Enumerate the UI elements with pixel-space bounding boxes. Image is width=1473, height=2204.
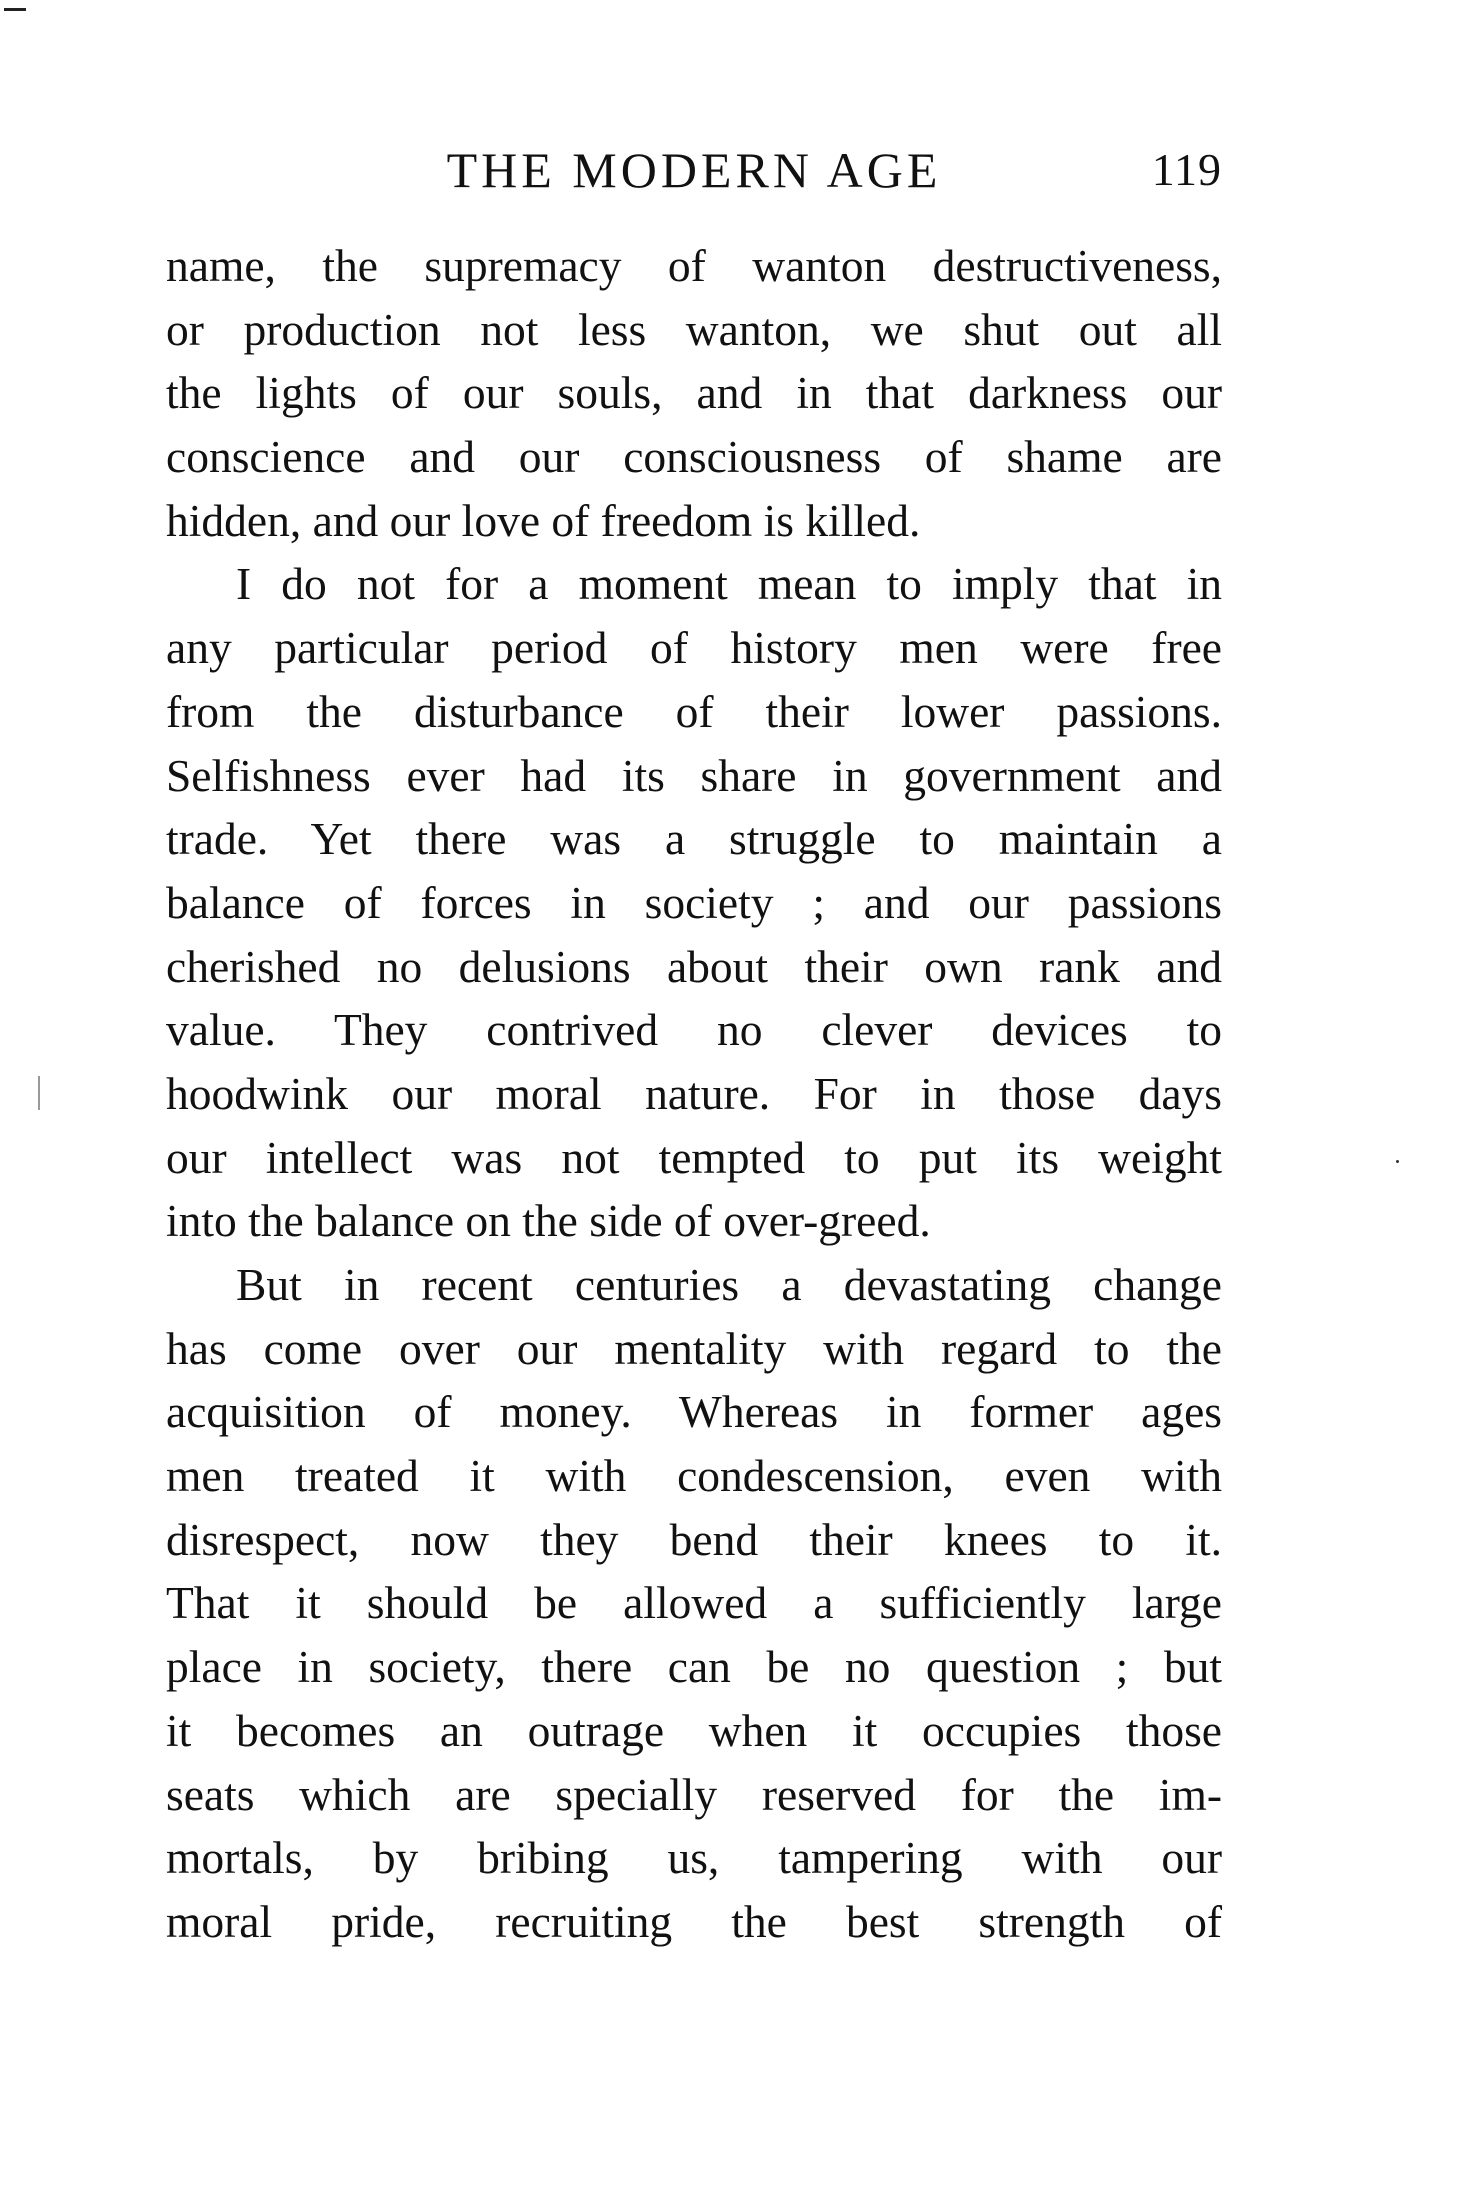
text-line: That it should be allowed a sufficiently large [166, 1577, 1222, 1629]
paragraph [166, 1253, 1222, 1954]
text-line: trade. Yet there was a struggle to maintain a [166, 813, 1222, 865]
text-line: place in society, there can be no question ; but [166, 1641, 1222, 1693]
text-line: any particular period of history men were free [166, 622, 1222, 674]
text-line: cherished no delusions about their own rank and [166, 940, 1222, 992]
text-line: our intellect was not tempted to put its weight [166, 1131, 1222, 1183]
text-line: Selfishness ever had its share in government and [166, 749, 1222, 801]
text-line: from the disturbance of their lower passions. [166, 685, 1222, 737]
text-line: disrespect, now they bend their knees to it. [166, 1513, 1222, 1565]
text-line: has come over our mentality with regard to the [166, 1322, 1222, 1374]
text-line: name, the supremacy of wanton destructiveness, [166, 240, 1222, 291]
page-number: 119 [1151, 144, 1222, 195]
text-line: hidden, and our love of freedom is killed. [166, 494, 921, 546]
text-line: into the balance on the side of over-greed. [166, 1195, 931, 1247]
text-line: But in recent centuries a devastating change [236, 1259, 1222, 1310]
body-text [166, 234, 1222, 1954]
text-line: balance of forces in society ; and our passions [166, 876, 1222, 928]
scan-speck [1396, 1160, 1399, 1163]
text-line: value. They contrived no clever devices to [166, 1004, 1222, 1056]
text-line: moral pride, recruiting the best strength of [166, 1895, 1222, 1947]
running-head [166, 140, 1222, 200]
text-line: acquisition of money. Whereas in former ages [166, 1386, 1222, 1438]
text-line: hoodwink our moral nature. For in those days [166, 1067, 1222, 1119]
paragraph [166, 234, 1222, 552]
scan-corner-mark [4, 8, 26, 11]
text-line: the lights of our souls, and in that darkness our [166, 367, 1222, 419]
text-line: or production not less wanton, we shut out all [166, 303, 1222, 355]
paragraph [166, 552, 1222, 1253]
running-title: THE MODERN AGE [446, 142, 942, 198]
text-line: men treated it with condescension, even with [166, 1450, 1222, 1502]
text-line: mortals, by bribing us, tampering with our [166, 1832, 1222, 1884]
text-line: I do not for a moment mean to imply that in [236, 558, 1222, 610]
text-line: seats which are specially reserved for the im- [166, 1768, 1222, 1820]
text-line: it becomes an outrage when it occupies those [166, 1704, 1222, 1756]
text-line: conscience and our consciousness of shame are [166, 431, 1222, 483]
scan-tick [38, 1076, 40, 1110]
